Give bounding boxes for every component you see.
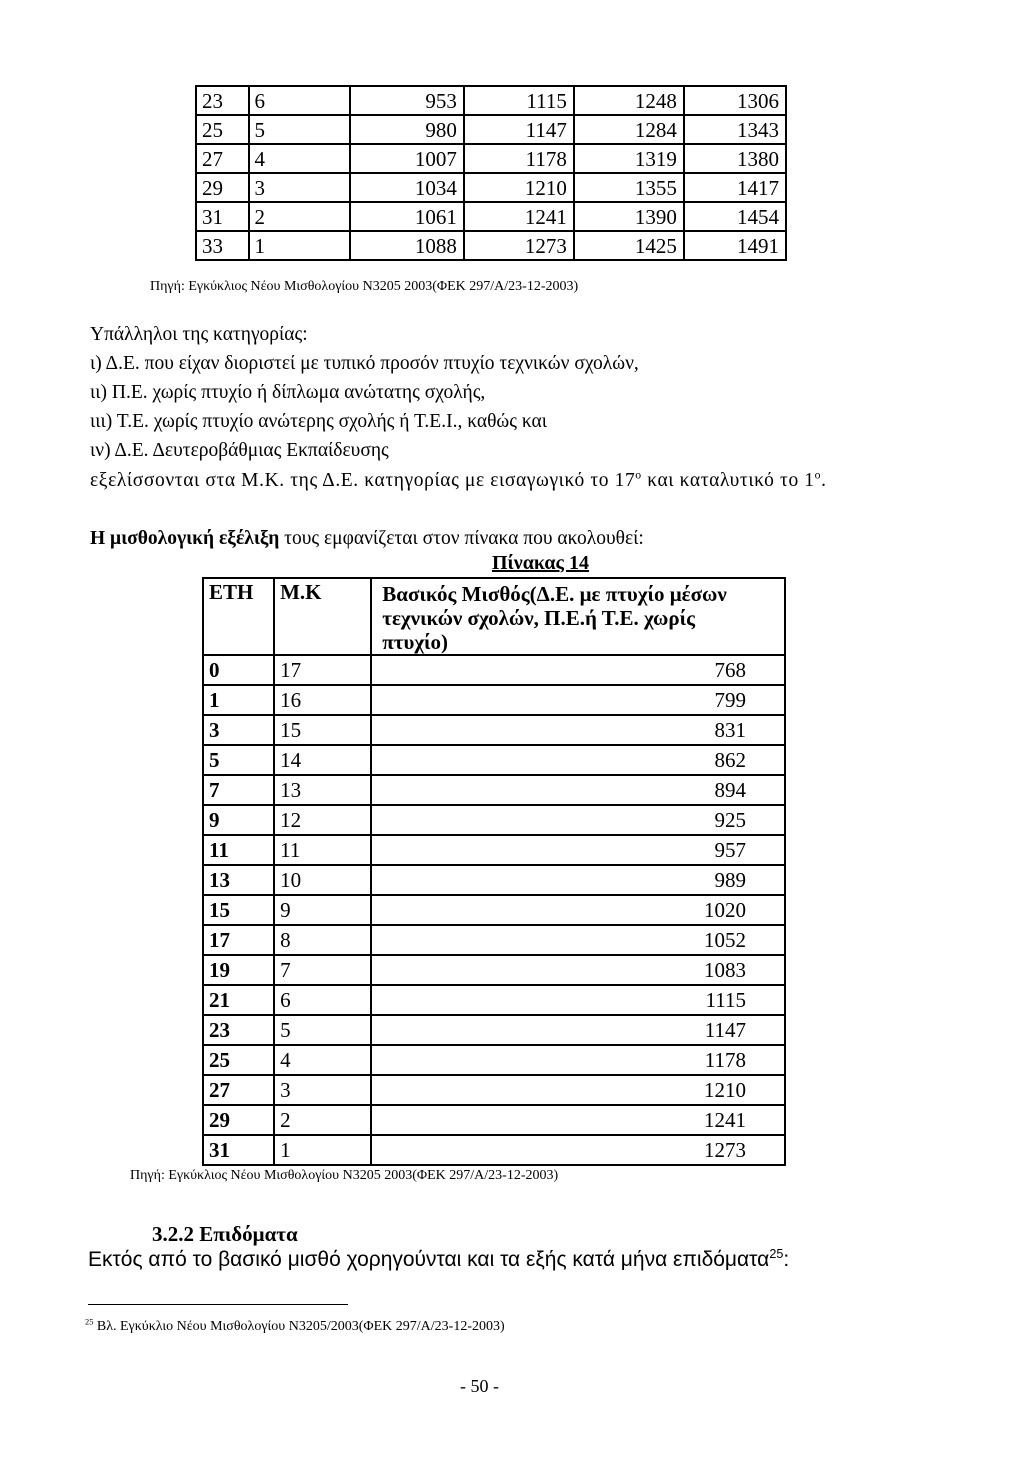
table1-cell: 2 bbox=[249, 202, 350, 231]
header-years: ΕΤΗ bbox=[203, 578, 274, 655]
table1-cell: 33 bbox=[196, 231, 249, 260]
section-title: 3.2.2 Επιδόματα bbox=[152, 1222, 298, 1246]
table1-cell: 1248 bbox=[574, 86, 684, 115]
table1-row bbox=[196, 173, 786, 202]
page-number: - 50 - bbox=[460, 1376, 499, 1396]
mk-cell: 15 bbox=[274, 715, 371, 745]
salary-cell: 799 bbox=[371, 685, 785, 715]
mk-cell: 4 bbox=[274, 1045, 371, 1075]
section-text-end: : bbox=[783, 1248, 790, 1271]
mk-cell: 7 bbox=[274, 955, 371, 985]
salary-cell: 1178 bbox=[371, 1045, 785, 1075]
table1-cell: 31 bbox=[196, 202, 249, 231]
table1-cell: 1007 bbox=[350, 144, 464, 173]
footnote-ref: 25 bbox=[769, 1247, 784, 1261]
header-basic-salary: Βασικός Μισθός(Δ.Ε. με πτυχίο μέσων τεχνικών σχολών, Π.Ε.ή Τ.Ε. χωρίς πτυχίο) bbox=[371, 578, 785, 655]
table1-cell: 1115 bbox=[464, 86, 574, 115]
table1-cell: 1343 bbox=[684, 115, 786, 144]
table2-row bbox=[203, 685, 785, 715]
salary-cell: 862 bbox=[371, 745, 785, 775]
salary-cell: 957 bbox=[371, 835, 785, 865]
table1-cell: 5 bbox=[249, 115, 350, 144]
table1-cell: 1284 bbox=[574, 115, 684, 144]
salary-cell: 894 bbox=[371, 775, 785, 805]
years-cell: 29 bbox=[203, 1105, 274, 1135]
salary-cell: 1083 bbox=[371, 955, 785, 985]
years-cell: 11 bbox=[203, 835, 274, 865]
evolution-mid: και καταλυτικό το 1 bbox=[641, 470, 815, 491]
table1-row bbox=[196, 144, 786, 173]
table2-row bbox=[203, 775, 785, 805]
salary-cell: 989 bbox=[371, 865, 785, 895]
salary-cell: 1147 bbox=[371, 1015, 785, 1045]
table1-row bbox=[196, 202, 786, 231]
table1-cell: 1319 bbox=[574, 144, 684, 173]
salary-cell: 1115 bbox=[371, 985, 785, 1015]
years-cell: 15 bbox=[203, 895, 274, 925]
salary-cell: 925 bbox=[371, 805, 785, 835]
years-cell: 21 bbox=[203, 985, 274, 1015]
mk-cell: 10 bbox=[274, 865, 371, 895]
years-cell: 27 bbox=[203, 1075, 274, 1105]
table2-source: Πηγή: Εγκύκλιος Νέου Μισθολογίου Ν3205 2003(ΦΕΚ 297/Α/23-12-2003) bbox=[130, 1168, 559, 1183]
mk-cell: 2 bbox=[274, 1105, 371, 1135]
table2-row bbox=[203, 715, 785, 745]
header-mk: Μ.Κ bbox=[274, 578, 371, 655]
table1-cell: 1178 bbox=[464, 144, 574, 173]
evolution-prefix: εξελίσσονται στα Μ.Κ. της Δ.Ε. κατηγορίας με εισαγωγικό το 17 bbox=[90, 470, 636, 491]
salary-cell: 831 bbox=[371, 715, 785, 745]
table1-cell: 29 bbox=[196, 173, 249, 202]
table2-row bbox=[203, 895, 785, 925]
section-text bbox=[88, 1248, 789, 1272]
mk-cell: 9 bbox=[274, 895, 371, 925]
table1-cell: 980 bbox=[350, 115, 464, 144]
years-cell: 0 bbox=[203, 655, 274, 685]
table1-cell: 1088 bbox=[350, 231, 464, 260]
years-cell: 1 bbox=[203, 685, 274, 715]
evolution-sup-2: ο bbox=[814, 468, 822, 482]
table1-cell: 1390 bbox=[574, 202, 684, 231]
salary-cell: 1241 bbox=[371, 1105, 785, 1135]
years-cell: 23 bbox=[203, 1015, 274, 1045]
table1-cell: 1417 bbox=[684, 173, 786, 202]
table1-source: Πηγή: Εγκύκλιος Νέου Μισθολογίου Ν3205 2003(ΦΕΚ 297/Α/23-12-2003) bbox=[150, 279, 579, 294]
salary-evolution-bold: Η μισθολογική εξέλιξη bbox=[90, 528, 280, 549]
table2-row bbox=[203, 1015, 785, 1045]
evolution-end: . bbox=[821, 470, 827, 491]
mk-cell: 6 bbox=[274, 985, 371, 1015]
salary-evolution-rest: τους εμφανίζεται στον πίνακα που ακολουθεί: bbox=[279, 528, 644, 549]
footnote bbox=[85, 1319, 505, 1335]
category-item-2: ιι) Π.Ε. χωρίς πτυχίο ή δίπλωμα ανώτατης σχολής, bbox=[90, 382, 486, 403]
table2-row bbox=[203, 1135, 785, 1165]
table2-row bbox=[203, 655, 785, 685]
table2-row bbox=[203, 985, 785, 1015]
table2-header-row bbox=[203, 578, 785, 655]
mk-cell: 11 bbox=[274, 835, 371, 865]
years-cell: 25 bbox=[203, 1045, 274, 1075]
table2-row bbox=[203, 835, 785, 865]
table2-row bbox=[203, 1075, 785, 1105]
table1-cell: 1210 bbox=[464, 173, 574, 202]
years-cell: 3 bbox=[203, 715, 274, 745]
footnote-rule bbox=[88, 1304, 348, 1305]
footnote-text: Βλ. Εγκύκλιο Νέου Μισθολογίου Ν3205/2003(ΦΕΚ 297/Α/23-12-2003) bbox=[93, 1319, 505, 1334]
evolution-sup-1: ο bbox=[635, 468, 642, 482]
table1-cell: 1425 bbox=[574, 231, 684, 260]
salary-cell: 1020 bbox=[371, 895, 785, 925]
years-cell: 19 bbox=[203, 955, 274, 985]
mk-cell: 8 bbox=[274, 925, 371, 955]
section-text-body: Εκτός από το βασικό μισθό χορηγούνται και τα εξής κατά μήνα επιδόματα bbox=[88, 1248, 770, 1271]
years-cell: 17 bbox=[203, 925, 274, 955]
table2-row bbox=[203, 925, 785, 955]
salary-cell: 1210 bbox=[371, 1075, 785, 1105]
mk-cell: 3 bbox=[274, 1075, 371, 1105]
category-item-1: ι) Δ.Ε. που είχαν διοριστεί με τυπικό προσόν πτυχίο τεχνικών σχολών, bbox=[90, 353, 639, 374]
table1-cell: 1034 bbox=[350, 173, 464, 202]
table1-cell: 953 bbox=[350, 86, 464, 115]
years-cell: 7 bbox=[203, 775, 274, 805]
category-item-3: ιιι) Τ.Ε. χωρίς πτυχίο ανώτερης σχολής ή Τ.Ε.Ι., καθώς και bbox=[90, 411, 547, 432]
mk-cell: 12 bbox=[274, 805, 371, 835]
years-cell: 5 bbox=[203, 745, 274, 775]
evolution-line bbox=[90, 466, 920, 496]
table1-cell: 27 bbox=[196, 144, 249, 173]
table1-cell: 23 bbox=[196, 86, 249, 115]
table1-cell: 25 bbox=[196, 115, 249, 144]
footnote-number: 25 bbox=[85, 1317, 94, 1327]
table2-row bbox=[203, 955, 785, 985]
years-cell: 13 bbox=[203, 865, 274, 895]
table2-row bbox=[203, 865, 785, 895]
table1-cell: 1 bbox=[249, 231, 350, 260]
mk-cell: 13 bbox=[274, 775, 371, 805]
categories-title: Υπάλληλοι της κατηγορίας: bbox=[90, 324, 308, 345]
table1-cell: 6 bbox=[249, 86, 350, 115]
table1-cell: 1380 bbox=[684, 144, 786, 173]
table2-row bbox=[203, 1045, 785, 1075]
table1-cell: 1306 bbox=[684, 86, 786, 115]
table1-row bbox=[196, 86, 786, 115]
salary-evolution-line bbox=[90, 524, 920, 554]
mk-cell: 5 bbox=[274, 1015, 371, 1045]
table2-row bbox=[203, 745, 785, 775]
table1-cell: 1273 bbox=[464, 231, 574, 260]
salary-table-continued bbox=[195, 85, 787, 261]
table2-row bbox=[203, 1105, 785, 1135]
salary-cell: 1273 bbox=[371, 1135, 785, 1165]
salary-cell: 1052 bbox=[371, 925, 785, 955]
salary-table-14 bbox=[202, 577, 786, 1166]
salary-cell: 768 bbox=[371, 655, 785, 685]
table1-cell: 1491 bbox=[684, 231, 786, 260]
mk-cell: 16 bbox=[274, 685, 371, 715]
category-item-4: ιν) Δ.Ε. Δευτεροβάθμιας Εκπαίδευσης bbox=[90, 440, 389, 461]
table1-cell: 1241 bbox=[464, 202, 574, 231]
mk-cell: 14 bbox=[274, 745, 371, 775]
table1-cell: 1355 bbox=[574, 173, 684, 202]
table1-row bbox=[196, 115, 786, 144]
table2-row bbox=[203, 805, 785, 835]
table2-title: Πίνακας 14 bbox=[492, 552, 589, 574]
table1-cell: 3 bbox=[249, 173, 350, 202]
table1-cell: 4 bbox=[249, 144, 350, 173]
years-cell: 31 bbox=[203, 1135, 274, 1165]
mk-cell: 1 bbox=[274, 1135, 371, 1165]
table1-cell: 1061 bbox=[350, 202, 464, 231]
mk-cell: 17 bbox=[274, 655, 371, 685]
years-cell: 9 bbox=[203, 805, 274, 835]
table1-cell: 1147 bbox=[464, 115, 574, 144]
table1-cell: 1454 bbox=[684, 202, 786, 231]
table1-row bbox=[196, 231, 786, 260]
